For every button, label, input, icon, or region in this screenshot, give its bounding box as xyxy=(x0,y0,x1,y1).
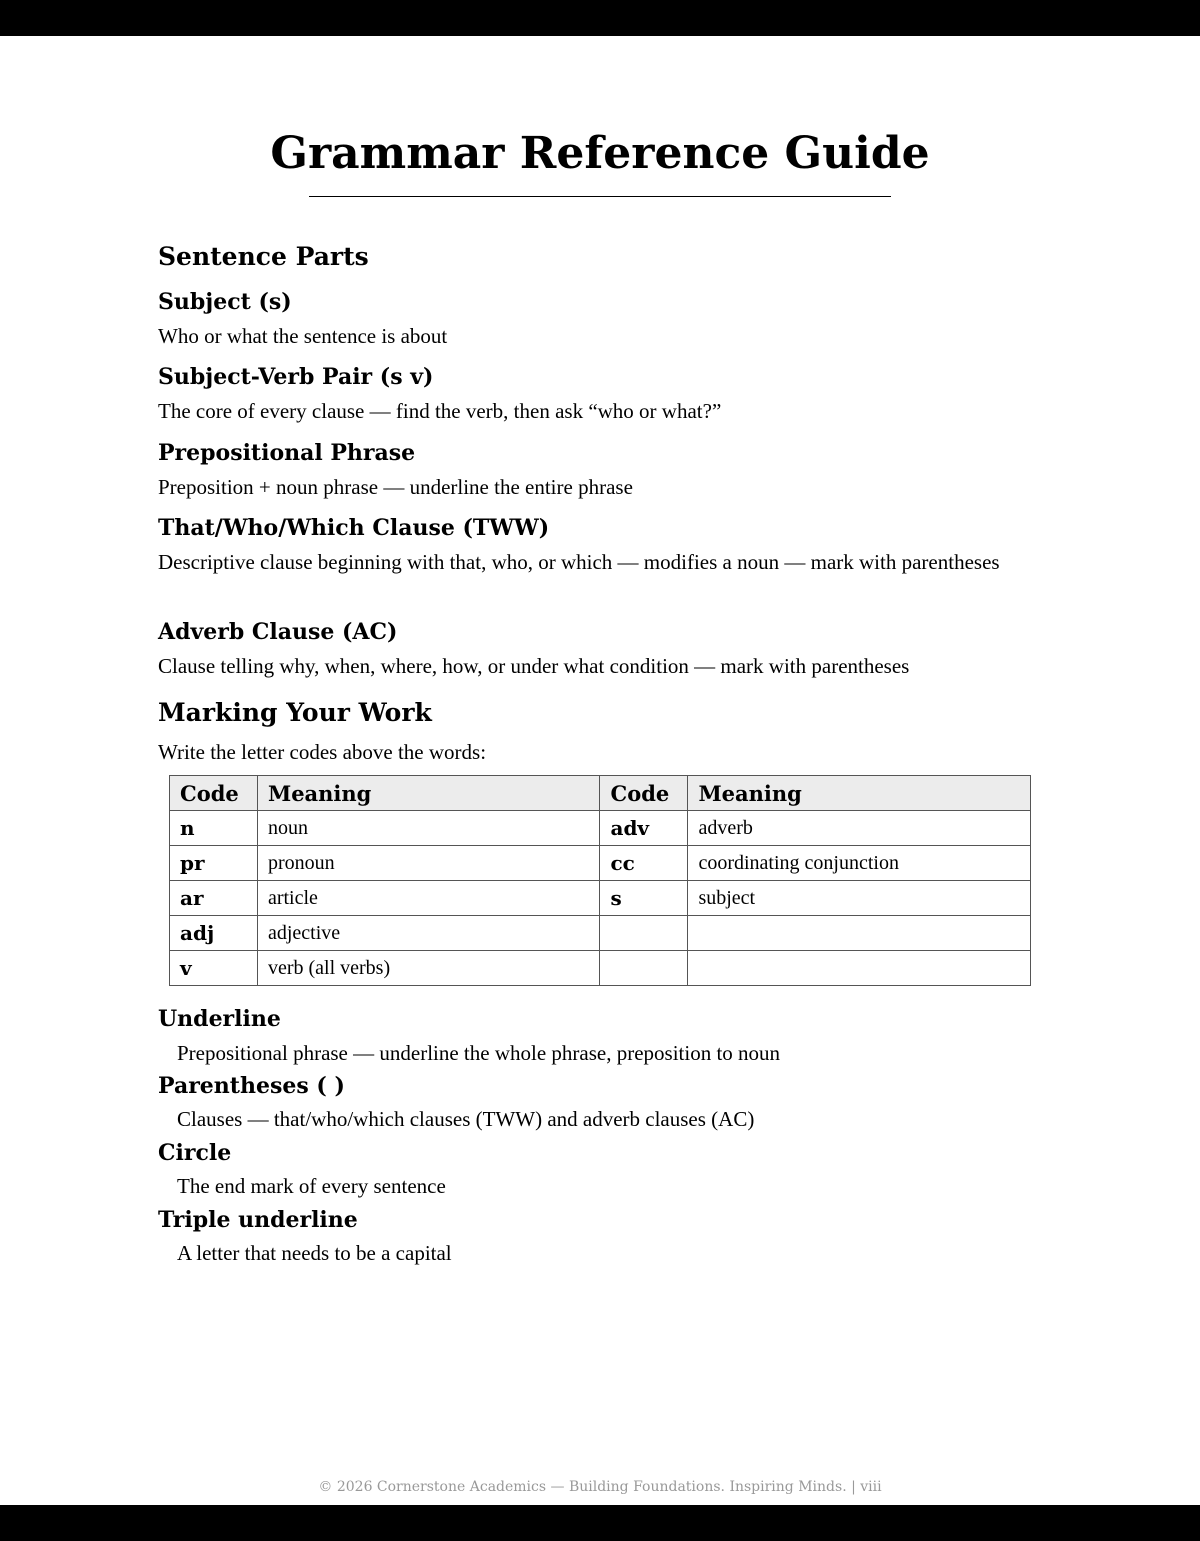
term-adverb-clause: Adverb Clause (AC) xyxy=(158,619,398,645)
code-cell: adv xyxy=(600,811,688,846)
desc-adverb-clause: Clause telling why, when, where, how, or under what condition — mark with parentheses xyxy=(158,654,910,678)
term-prepositional-phrase: Prepositional Phrase xyxy=(158,440,416,466)
term-subject-verb-pair: Subject-Verb Pair (s v) xyxy=(158,364,434,390)
column-header: Meaning xyxy=(688,776,1031,811)
page-footer: © 2026 Cornerstone Academics — Building Foundations. Inspiring Minds. | viii xyxy=(318,1479,882,1495)
meaning-cell: coordinating conjunction xyxy=(688,846,1031,881)
column-header: Code xyxy=(600,776,688,811)
meaning-cell: article xyxy=(257,881,600,916)
mark-desc-parentheses: Clauses — that/who/which clauses (TWW) and adverb clauses (AC) xyxy=(177,1107,755,1131)
mark-term-underline: Underline xyxy=(158,1006,281,1032)
code-cell: cc xyxy=(600,846,688,881)
title-divider xyxy=(309,196,891,197)
table-row xyxy=(170,951,1031,986)
meaning-cell: adjective xyxy=(257,916,600,951)
desc-subject: Who or what the sentence is about xyxy=(158,324,448,348)
desc-prepositional-phrase: Preposition + noun phrase — underline the entire phrase xyxy=(158,475,633,499)
table-row xyxy=(170,846,1031,881)
code-cell: n xyxy=(170,811,258,846)
meaning-cell: verb (all verbs) xyxy=(257,951,600,986)
code-cell: adj xyxy=(170,916,258,951)
code-cell: ar xyxy=(170,881,258,916)
term-tww-clause: That/Who/Which Clause (TWW) xyxy=(158,515,550,541)
code-cell: s xyxy=(600,881,688,916)
desc-subject-verb-pair: The core of every clause — find the verb, then ask “who or what?” xyxy=(158,399,722,423)
section-heading-sentence-parts: Sentence Parts xyxy=(158,242,369,271)
page-title: Grammar Reference Guide xyxy=(270,128,930,179)
meaning-cell xyxy=(688,951,1031,986)
column-header: Code xyxy=(170,776,258,811)
document-page xyxy=(0,36,1200,1505)
table-row xyxy=(170,811,1031,846)
code-cell: v xyxy=(170,951,258,986)
mark-desc-underline: Prepositional phrase — underline the whole phrase, preposition to noun xyxy=(177,1041,781,1065)
mark-desc-circle: The end mark of every sentence xyxy=(177,1174,446,1198)
meaning-cell: noun xyxy=(257,811,600,846)
desc-tww-clause: Descriptive clause beginning with that, who, or which — modifies a noun — mark with parentheses xyxy=(158,550,1000,574)
meaning-cell: adverb xyxy=(688,811,1031,846)
code-cell xyxy=(600,916,688,951)
section-heading-marking: Marking Your Work xyxy=(158,698,432,727)
meaning-cell xyxy=(688,916,1031,951)
letter-codes-table xyxy=(169,775,1031,986)
code-cell: pr xyxy=(170,846,258,881)
mark-term-circle: Circle xyxy=(158,1140,232,1166)
meaning-cell: subject xyxy=(688,881,1031,916)
table-header-row xyxy=(170,776,1031,811)
term-subject: Subject (s) xyxy=(158,289,292,315)
table-row xyxy=(170,916,1031,951)
meaning-cell: pronoun xyxy=(257,846,600,881)
marking-intro: Write the letter codes above the words: xyxy=(158,740,487,764)
mark-term-parentheses: Parentheses ( ) xyxy=(158,1073,345,1099)
code-cell xyxy=(600,951,688,986)
column-header: Meaning xyxy=(257,776,600,811)
mark-desc-triple-underline: A letter that needs to be a capital xyxy=(177,1241,452,1265)
table-row xyxy=(170,881,1031,916)
mark-term-triple-underline: Triple underline xyxy=(158,1207,358,1233)
